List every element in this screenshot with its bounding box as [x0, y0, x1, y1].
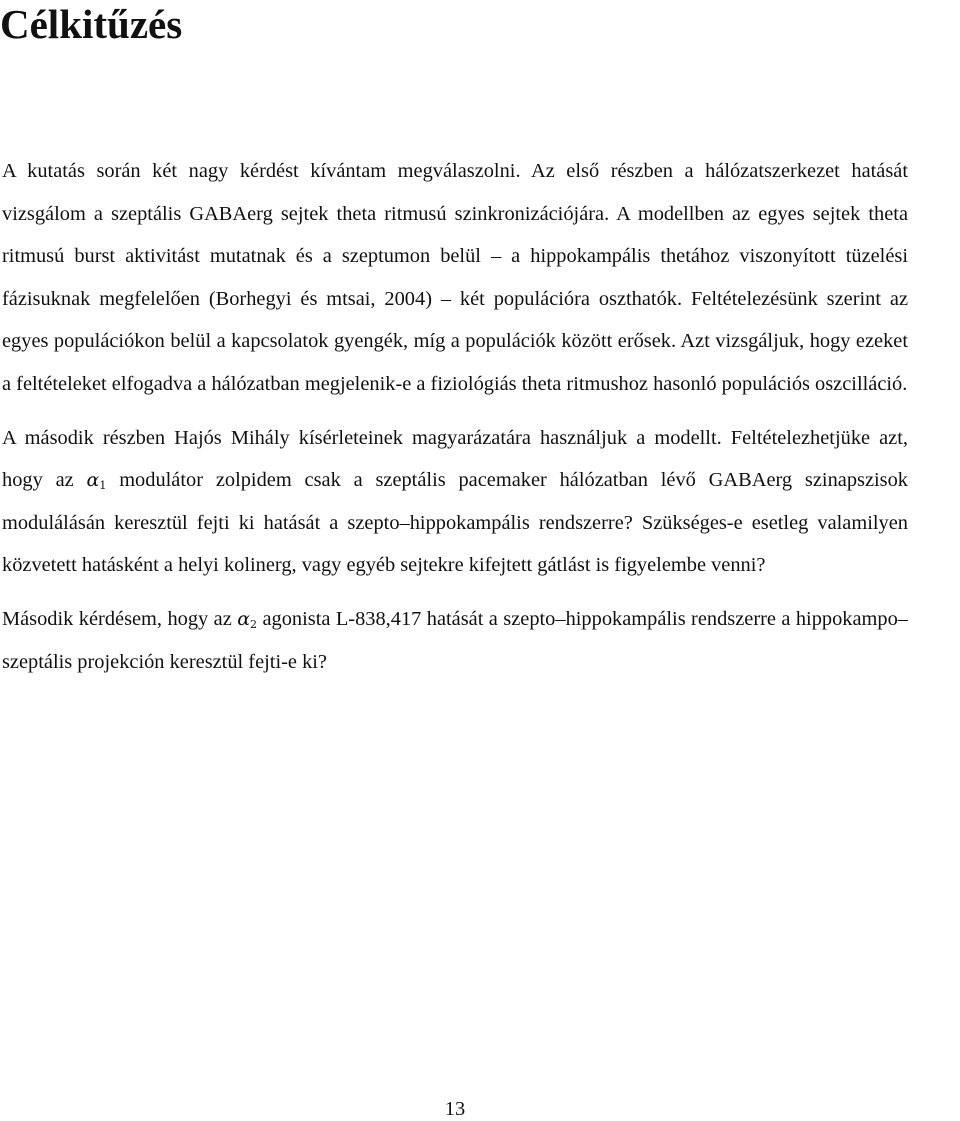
paragraph-3-text-before: Második kérdésem, hogy az: [2, 607, 238, 630]
alpha-symbol: α: [86, 469, 100, 492]
alpha-symbol: α: [237, 607, 251, 630]
alpha-1-symbol: [87, 469, 107, 491]
paragraph-3-text-after: agonista L-838,417 hatását a szepto–hippokampális rendszerre a hippokampo–szeptális projekción keresztül fejti-e ki?: [2, 607, 908, 673]
paragraph-2-text-after: modulátor zolpidem csak a szeptális pacemaker hálózatban lévő GABAerg szinapszisok modulálásán keresztül fejti ki hatását a szepto–hippokampális rendszerre? Szükséges-e esetleg valamilyen közvetett hatásként a helyi kolinerg, vagy egyéb sejtekre kifejtett gátlást is figyelembe venni?: [2, 469, 908, 577]
alpha-subscript: 1: [99, 479, 107, 493]
paragraph-1: A kutatás során két nagy kérdést kívántam megválaszolni. Az első részben a hálózatszerkezet hatását vizsgálom a szeptális GABAerg sejtek theta ritmusú szinkronizációjára. A modellben az egyes sejtek theta ritmusú burst aktivitást mutatnak és a szeptumon belül – a hippokampális thetához viszonyított tüzelési fázisuknak megfelelően (Borhegyi és mtsai, 2004) – két populációra oszthatók. Feltételezésünk szerint az egyes populációkon belül a kapcsolatok gyengék, míg a populációk között erősek. Azt vizsgáljuk, hogy ezeket a feltételeket elfogadva a hálózatban megjelenik-e a fiziológiás theta ritmushoz hasonló populációs oszcilláció.: [2, 160, 908, 395]
alpha-2-symbol: [237, 608, 257, 630]
page-title: Célkitűzés: [0, 1, 183, 47]
page-number: 13: [444, 1098, 466, 1120]
paragraph-2-text-before: A második részben Hajós Mihály kísérleteinek magyarázatára használjuk a modellt. Feltételezhetjüke azt, hogy az: [2, 426, 908, 492]
paragraph-2: [2, 417, 908, 587]
paragraph-3: [2, 598, 908, 683]
alpha-subscript: 2: [250, 617, 258, 631]
body-text: [2, 150, 908, 683]
